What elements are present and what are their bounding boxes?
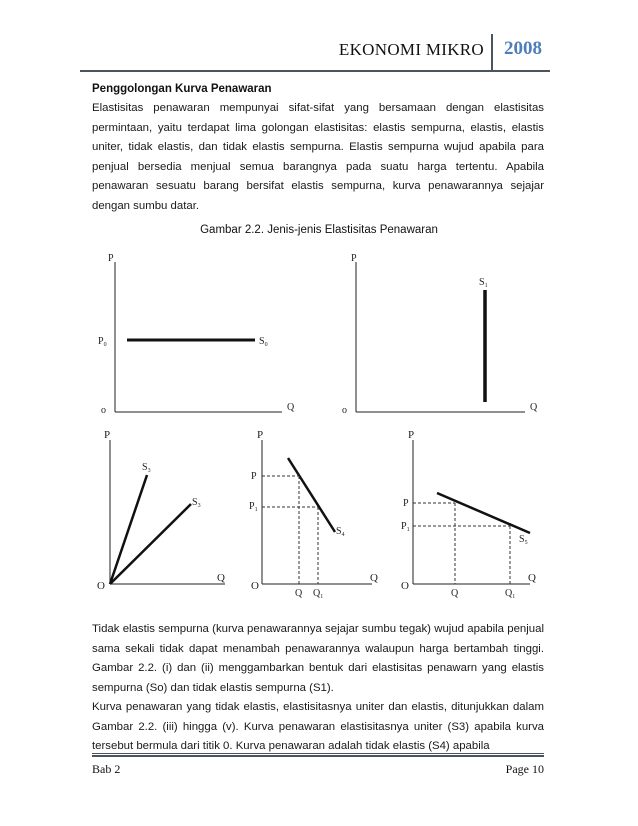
g1-q-label: Q — [287, 402, 295, 413]
g1-s0-label: $S_0$ — [259, 336, 268, 348]
g4-price1-label: $P_1$ — [249, 501, 258, 513]
g2-p-label: P — [351, 253, 357, 264]
g1-p0-label: $P_0$ — [98, 336, 107, 348]
g2-q-label: Q — [530, 402, 538, 413]
graph-inelastic — [249, 429, 378, 600]
graph-perfectly-elastic — [98, 253, 295, 416]
g3-origin-label: O — [97, 580, 105, 592]
g4-price-label: P — [251, 471, 257, 482]
g4-s4-label: $S_4$ — [336, 526, 345, 538]
g5-qty-label: Q — [451, 588, 459, 599]
g3-q-label: Q — [217, 572, 225, 584]
g3-supply-curve-flat — [110, 504, 191, 584]
paragraph-1: Elastisitas penawaran mempunyai sifat-sifat yang bersamaan dengan elastisitas permintaan, yaitu terdapat lima golongan elastisitas: elastis sempurna, elastis, elastis uniter, tidak elastis, dan tidak elastis sempurna. Elastis sempurna wujud apabila para penjual bersedia menjual semua barangnya pada suatu harga tertentu. Apabila penawaran sesuatu barang bersifat elastis sempurna, kurva penawarannya sejajar dengan sumbu datar. — [92, 102, 544, 212]
footer-rule — [92, 753, 544, 754]
g2-s1-label: $S_1$ — [479, 277, 488, 289]
g5-p-label: P — [408, 429, 415, 441]
g4-p-label: P — [257, 429, 264, 441]
g5-origin-label: O — [401, 580, 409, 592]
graph-elastic — [401, 429, 536, 600]
g4-supply-curve-s4 — [288, 458, 335, 532]
g5-supply-curve-s5 — [437, 493, 530, 533]
g4-qty-label: Q — [295, 588, 303, 599]
figure-caption: Gambar 2.2. Jenis-jenis Elastisitas Penawaran — [200, 224, 438, 236]
g5-qty1-label: $Q_1$ — [505, 588, 516, 600]
section-title: Penggolongan Kurva Penawaran — [92, 83, 272, 95]
g5-s5-label: $S_5$ — [519, 534, 528, 546]
g5-q-label: Q — [528, 572, 536, 584]
g3-s-steep-label: $S_3$ — [142, 462, 151, 474]
g1-p-label: P — [108, 253, 114, 264]
footer-page-number: Page 10 — [505, 762, 544, 776]
g3-s-flat-label: $S_3$ — [192, 497, 201, 509]
g3-supply-curve-steep — [110, 475, 147, 584]
footer-chapter: Bab 2 — [92, 762, 121, 776]
g3-p-label: P — [104, 429, 111, 441]
header-year: 2008 — [504, 38, 542, 59]
graph-unitary — [97, 429, 225, 592]
g1-origin-label: o — [101, 405, 106, 416]
g4-origin-label: O — [251, 580, 259, 592]
paragraph-2: Tidak elastis sempurna (kurva penawarannya sejajar sumbu tegak) wujud apabila penjual sama sekali tidak dapat menambah penawarannya walaupun harga bertambah tinggi. Gambar 2.2. (i) dan (ii) menggambarkan bentuk dari elastisitas penawarn yang elastis sempurna (So) dan tidak elastis sempurna (S1). — [92, 623, 544, 694]
g5-price-label: P — [403, 498, 409, 509]
g2-origin-label: o — [342, 405, 347, 416]
g4-qty1-label: $Q_1$ — [313, 588, 324, 600]
g4-q-label: Q — [370, 572, 378, 584]
footer-rule-thick — [92, 755, 544, 757]
graph-perfectly-inelastic — [342, 253, 538, 416]
header-title: EKONOMI MIKRO — [338, 40, 484, 59]
g5-price1-label: $P_1$ — [401, 521, 410, 533]
paragraph-3: Kurva penawaran yang tidak elastis, elastisitasnya uniter dan elastis, ditunjukkan dalam Gambar 2.2. (iii) hingga (v). Kurva penawaran elastisitasnya uniter (S3) apabila kurva tersebut bermula dari titik 0. Kurva penawaran adalah tidak elastis (S4) apabila — [92, 701, 544, 752]
